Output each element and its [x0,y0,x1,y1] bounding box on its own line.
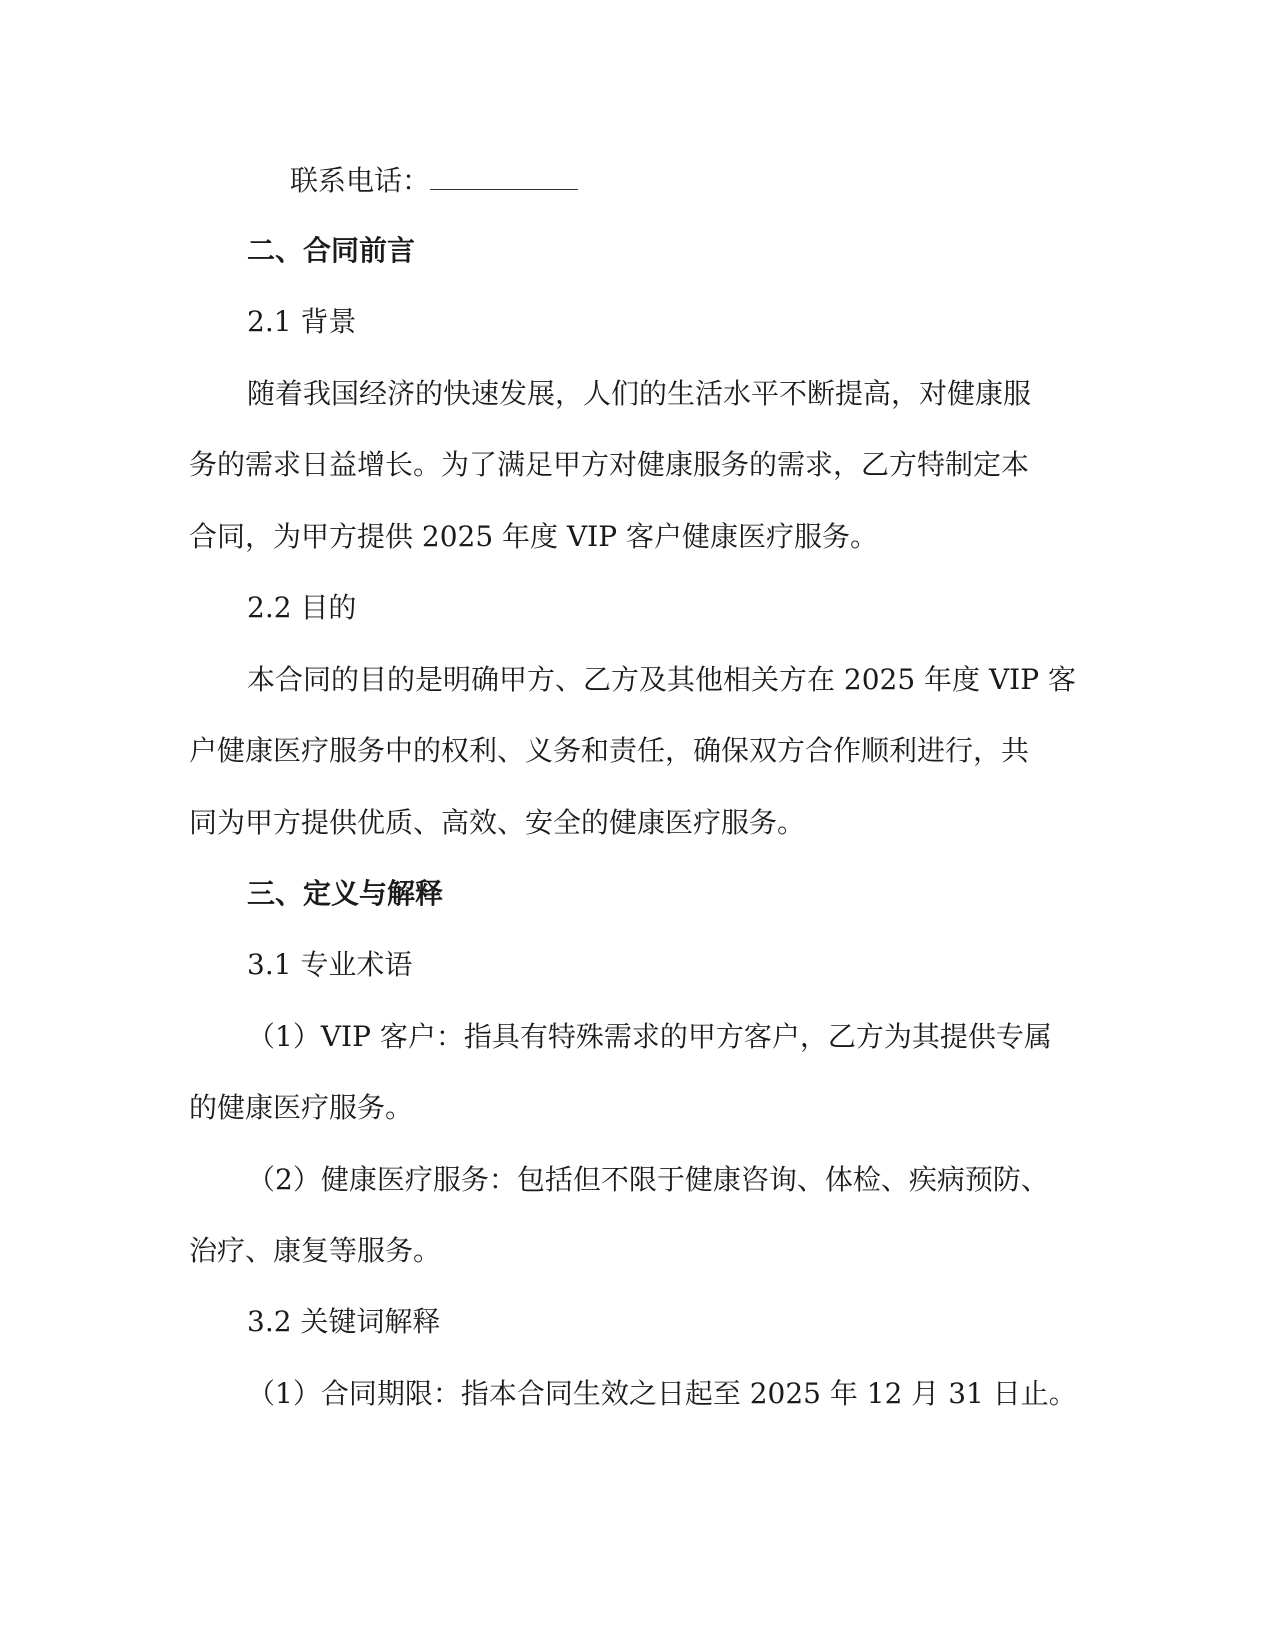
list-item-line: 的健康医疗服务。 [189,1091,414,1124]
subsection-2-2-heading: 2.2 目的 [247,591,357,624]
phone-label: 联系电话： [290,164,431,197]
paragraph-line: 户健康医疗服务中的权利、义务和责任，确保双方合作顺利进行，共 [189,734,1030,767]
contact-phone-line [290,163,578,198]
list-item-line: （1）VIP 客户：指具有特殊需求的甲方客户，乙方为其提供专属 [247,1020,1052,1053]
paragraph-line: 合同，为甲方提供 2025 年度 VIP 客户健康医疗服务。 [189,520,878,553]
paragraph-line: 务的需求日益增长。为了满足甲方对健康服务的需求，乙方特制定本 [189,448,1030,481]
section-2-heading: 二、合同前言 [247,234,416,267]
paragraph-line: 同为甲方提供优质、高效、安全的健康医疗服务。 [189,806,806,839]
subsection-2-1-heading: 2.1 背景 [247,305,357,338]
subsection-3-1-heading: 3.1 专业术语 [247,948,413,981]
phone-blank-field [430,163,578,190]
paragraph-line: 随着我国经济的快速发展，人们的生活水平不断提高，对健康服 [247,377,1032,410]
list-item-line: （1）合同期限：指本合同生效之日起至 2025 年 12 月 31 日止。 [247,1377,1077,1410]
section-3-heading: 三、定义与解释 [247,877,444,910]
list-item-line: 治疗、康复等服务。 [189,1234,442,1267]
paragraph-line: 本合同的目的是明确甲方、乙方及其他相关方在 2025 年度 VIP 客 [247,663,1076,696]
list-item-line: （2）健康医疗服务：包括但不限于健康咨询、体检、疾病预防、 [247,1163,1049,1196]
subsection-3-2-heading: 3.2 关键词解释 [247,1305,441,1338]
